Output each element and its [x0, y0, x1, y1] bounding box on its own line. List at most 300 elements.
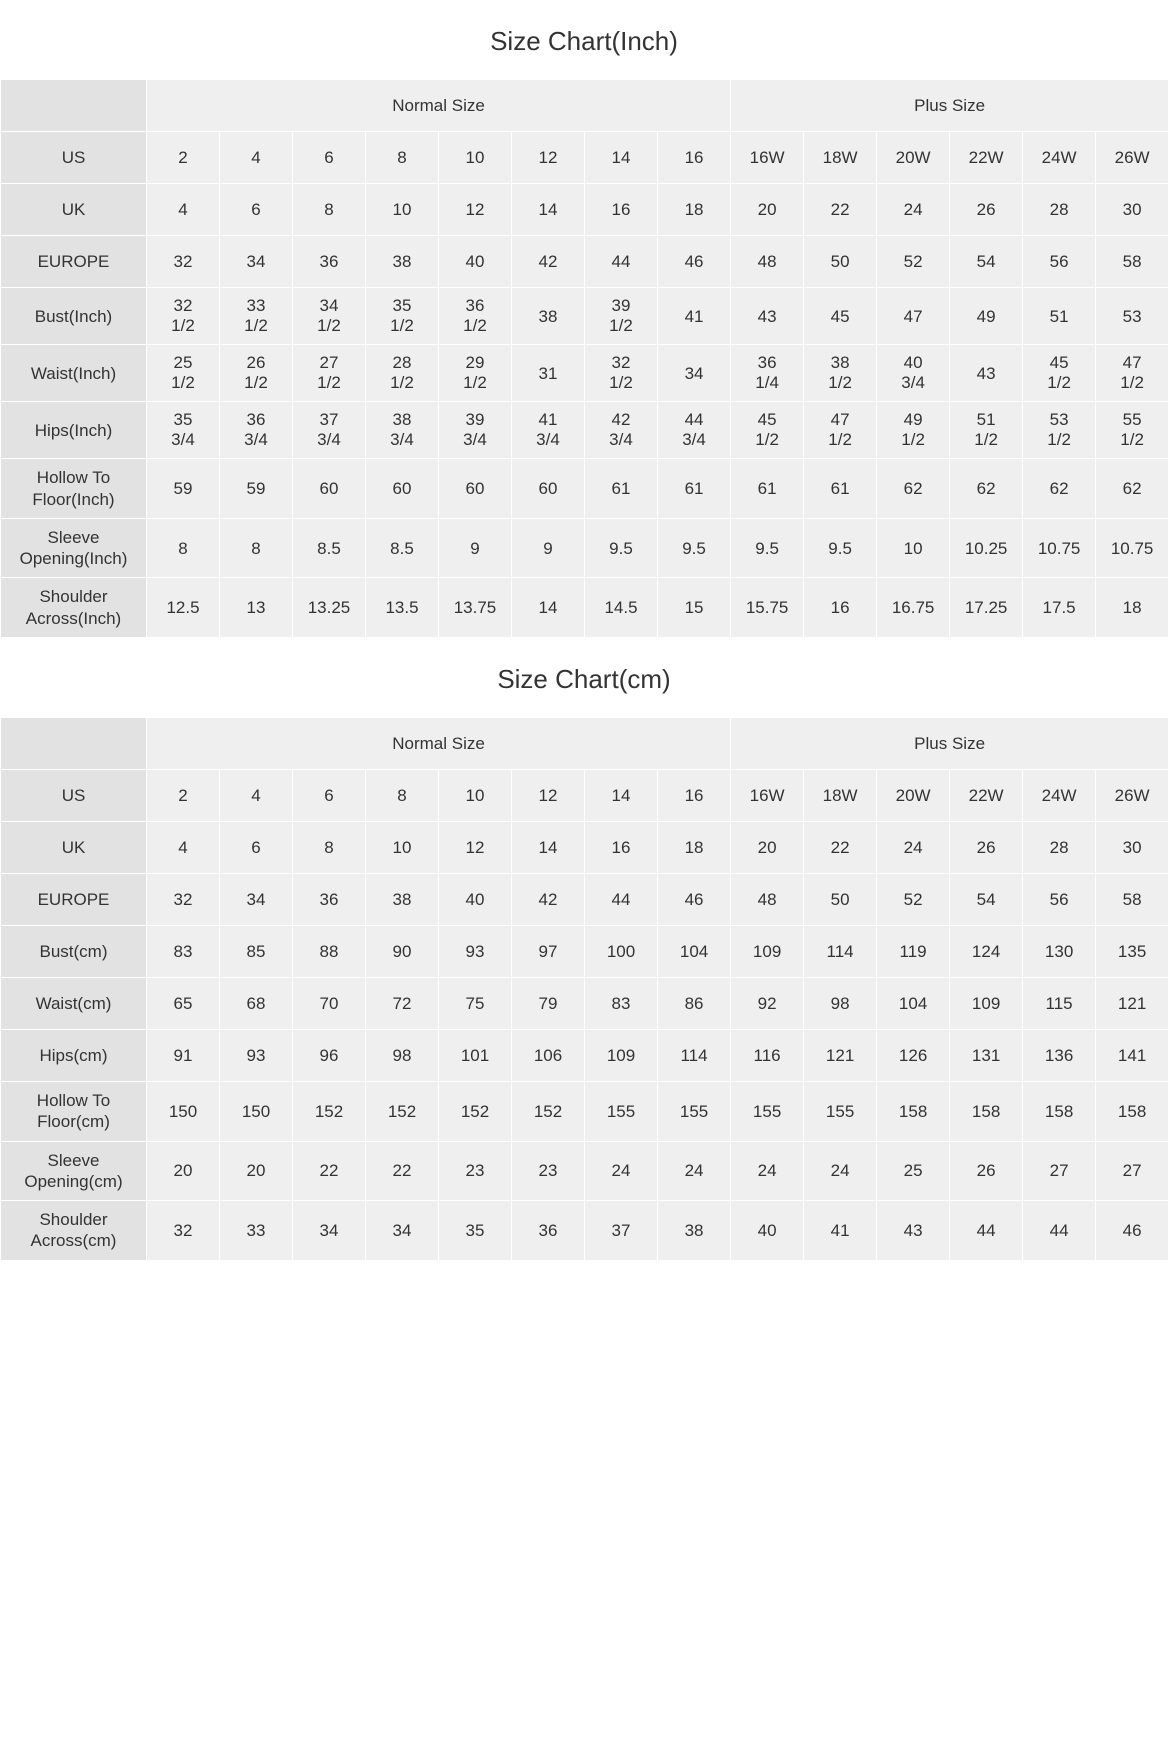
row-header-sleeve-opening-inch: Sleeve Opening(Inch): [1, 518, 147, 578]
table-cell: 33: [220, 1201, 293, 1261]
table-cell: 18W: [804, 132, 877, 184]
table-cell: 155: [804, 1082, 877, 1142]
table-cell: 30: [1096, 822, 1168, 874]
table-cell: 42: [512, 236, 585, 288]
table-cell: 12: [512, 770, 585, 822]
size-table-cm-body: [1, 718, 1168, 770]
table-cell: 26: [950, 1141, 1023, 1201]
table-cell: 12: [439, 184, 512, 236]
table-cell: 20: [220, 1141, 293, 1201]
table-cell: 36 1/2: [439, 288, 512, 345]
table-cell: 62: [950, 459, 1023, 519]
table-cell: 62: [1096, 459, 1168, 519]
table-cell: 32 1/2: [147, 288, 220, 345]
table-cell: 18W: [804, 770, 877, 822]
table-cell: 43: [950, 345, 1023, 402]
table-cell: 85: [220, 926, 293, 978]
table-cell: 9.5: [804, 518, 877, 578]
table-cell: 6: [220, 184, 293, 236]
row-header-hollow-to-floor-cm: Hollow To Floor(cm): [1, 1082, 147, 1142]
table-cell: 10.25: [950, 518, 1023, 578]
table-cell: 54: [950, 236, 1023, 288]
table-cell: 4: [147, 184, 220, 236]
table-cell: 104: [877, 978, 950, 1030]
table-cell: 38 3/4: [366, 402, 439, 459]
table-cell: 34: [220, 874, 293, 926]
table-cell: 96: [293, 1030, 366, 1082]
table-cell: 8.5: [293, 518, 366, 578]
table-cell: 18: [1096, 578, 1168, 638]
table-cell: 17.5: [1023, 578, 1096, 638]
table-cell: 40: [731, 1201, 804, 1261]
table-cell: 14.5: [585, 578, 658, 638]
table-cell: 58: [1096, 236, 1168, 288]
table-cell: 26 1/2: [220, 345, 293, 402]
table-cell: 26: [950, 822, 1023, 874]
table-row: [1, 459, 1168, 519]
table-cell: 42: [512, 874, 585, 926]
table-cell: 56: [1023, 236, 1096, 288]
table-cell: 121: [804, 1030, 877, 1082]
table-cell: 45 1/2: [1023, 345, 1096, 402]
table-cell: 22: [293, 1141, 366, 1201]
table-row-group-header: [1, 718, 1168, 770]
table-cell: 41 3/4: [512, 402, 585, 459]
table-row: [1, 345, 1168, 402]
table-cell: 27: [1023, 1141, 1096, 1201]
table-cell: 48: [731, 236, 804, 288]
table-row: [1, 578, 1168, 638]
table-cell: 15.75: [731, 578, 804, 638]
table-cell: 24W: [1023, 132, 1096, 184]
table-cell: 55 1/2: [1096, 402, 1168, 459]
table-cell: 24: [877, 184, 950, 236]
table-cell: 34 1/2: [293, 288, 366, 345]
table-cell: 61: [658, 459, 731, 519]
table-row-group-header: [1, 80, 1168, 132]
row-header-hips-cm: Hips(cm): [1, 1030, 147, 1082]
table-cell: 20W: [877, 770, 950, 822]
table-cell: 90: [366, 926, 439, 978]
table-cell: 155: [585, 1082, 658, 1142]
table-cell: 18: [658, 822, 731, 874]
table-cell: 32: [147, 236, 220, 288]
table-cell: 48: [731, 874, 804, 926]
table-cell: 24: [731, 1141, 804, 1201]
table-cell: 8: [366, 770, 439, 822]
table-cell: 49 1/2: [877, 402, 950, 459]
table-cell: 22W: [950, 132, 1023, 184]
table-cell: 36: [293, 874, 366, 926]
table-cell: 14: [585, 770, 658, 822]
table-cell: 28: [1023, 822, 1096, 874]
table-cell: 4: [147, 822, 220, 874]
table-cell: 45: [804, 288, 877, 345]
table-row: [1, 1082, 1168, 1142]
table-cell: 53: [1096, 288, 1168, 345]
table-cell: 13: [220, 578, 293, 638]
table-cell: 9.5: [585, 518, 658, 578]
table-cell: 14: [512, 822, 585, 874]
table-cell: 93: [220, 1030, 293, 1082]
table-cell: 152: [512, 1082, 585, 1142]
table-cell: 16W: [731, 132, 804, 184]
table-row: [1, 288, 1168, 345]
table-cell: 51: [1023, 288, 1096, 345]
table-cell: 68: [220, 978, 293, 1030]
table-cell: 15: [658, 578, 731, 638]
table-cell: 27: [1096, 1141, 1168, 1201]
table-cell: 60: [512, 459, 585, 519]
table-cell: 13.25: [293, 578, 366, 638]
table-cell: 36 1/4: [731, 345, 804, 402]
table-cell: 121: [1096, 978, 1168, 1030]
table-cell: 152: [366, 1082, 439, 1142]
row-header-sleeve-opening-cm: Sleeve Opening(cm): [1, 1141, 147, 1201]
table-cell: 22: [804, 184, 877, 236]
table-cell: 152: [439, 1082, 512, 1142]
table-cell: 60: [439, 459, 512, 519]
table-cell: 41: [804, 1201, 877, 1261]
table-row: [1, 770, 1168, 822]
table-cell: 114: [804, 926, 877, 978]
table-cell: 9: [439, 518, 512, 578]
table-cell: 34: [366, 1201, 439, 1261]
table-cell: 119: [877, 926, 950, 978]
size-table-inch-body: [1, 80, 1168, 132]
table-cell: 25 1/2: [147, 345, 220, 402]
table-row: [1, 978, 1168, 1030]
table-cell: 47 1/2: [804, 402, 877, 459]
table-row: [1, 402, 1168, 459]
table-cell: 83: [147, 926, 220, 978]
table-cell: 6: [293, 132, 366, 184]
table-cell: 124: [950, 926, 1023, 978]
table-cell: 44 3/4: [658, 402, 731, 459]
table-cell: 37 3/4: [293, 402, 366, 459]
table-cell: 26W: [1096, 770, 1168, 822]
table-cell: 16.75: [877, 578, 950, 638]
table-cell: 43: [731, 288, 804, 345]
table-cell: 62: [877, 459, 950, 519]
table-cell: 10: [439, 132, 512, 184]
table-cell: 83: [585, 978, 658, 1030]
table-cell: 24W: [1023, 770, 1096, 822]
table-cell: 59: [147, 459, 220, 519]
table-cell: 39 3/4: [439, 402, 512, 459]
table-cell: 23: [512, 1141, 585, 1201]
table-cell: 104: [658, 926, 731, 978]
table-cell: 32: [147, 874, 220, 926]
table-cell: 38: [366, 874, 439, 926]
table-cell: 155: [731, 1082, 804, 1142]
table-cell: 38 1/2: [804, 345, 877, 402]
table-cell: 109: [731, 926, 804, 978]
table-cell: 26W: [1096, 132, 1168, 184]
table-cell: 34: [293, 1201, 366, 1261]
group-header-plus-size: Plus Size: [731, 80, 1168, 132]
table-row: [1, 1030, 1168, 1082]
table-cell: 158: [1023, 1082, 1096, 1142]
table-cell: 86: [658, 978, 731, 1030]
table-cell: 40: [439, 236, 512, 288]
row-header-us: US: [1, 770, 147, 822]
table-cell: 31: [512, 345, 585, 402]
table-row: [1, 1141, 1168, 1201]
table-cell: 46: [658, 874, 731, 926]
table-cell: 130: [1023, 926, 1096, 978]
table-cell: 60: [366, 459, 439, 519]
table-cell: 8.5: [366, 518, 439, 578]
table-cell: 23: [439, 1141, 512, 1201]
table-row: [1, 184, 1168, 236]
table-row: [1, 518, 1168, 578]
table-cell: 16: [585, 822, 658, 874]
table-cell: 35 3/4: [147, 402, 220, 459]
table-cell: 53 1/2: [1023, 402, 1096, 459]
table-cell: 29 1/2: [439, 345, 512, 402]
table-cell: 12.5: [147, 578, 220, 638]
table-cell: 158: [1096, 1082, 1168, 1142]
table-cell: 13.75: [439, 578, 512, 638]
size-table-cm: [0, 717, 1168, 1261]
table-cell: 98: [366, 1030, 439, 1082]
table-cell: 24: [658, 1141, 731, 1201]
group-header-normal-size: Normal Size: [147, 718, 731, 770]
table-cell: 79: [512, 978, 585, 1030]
table-cell: 22W: [950, 770, 1023, 822]
table-cell: 20: [731, 822, 804, 874]
table-cell: 39 1/2: [585, 288, 658, 345]
table-cell: 8: [293, 822, 366, 874]
table-row: [1, 132, 1168, 184]
row-header-shoulder-across-inch: Shoulder Across(Inch): [1, 578, 147, 638]
table-row: [1, 822, 1168, 874]
size-chart-inch-section: [0, 0, 1168, 638]
table-cell: 65: [147, 978, 220, 1030]
table-cell: 13.5: [366, 578, 439, 638]
table-cell: 32: [147, 1201, 220, 1261]
table-cell: 14: [512, 578, 585, 638]
table-cell: 62: [1023, 459, 1096, 519]
size-table-inch: [0, 79, 1168, 638]
table-cell: 52: [877, 874, 950, 926]
table-cell: 14: [512, 184, 585, 236]
table-cell: 6: [220, 822, 293, 874]
table-cell: 46: [658, 236, 731, 288]
table-cell: 106: [512, 1030, 585, 1082]
table-cell: 56: [1023, 874, 1096, 926]
table-cell: 27 1/2: [293, 345, 366, 402]
table-cell: 150: [147, 1082, 220, 1142]
table-cell: 61: [804, 459, 877, 519]
group-header-normal-size: Normal Size: [147, 80, 731, 132]
table-cell: 20: [731, 184, 804, 236]
size-table-cm-rows: [1, 770, 1168, 1261]
row-header-hips-inch: Hips(Inch): [1, 402, 147, 459]
page-title-inch: Size Chart(Inch): [490, 26, 678, 56]
table-cell: 49: [950, 288, 1023, 345]
table-cell: 16W: [731, 770, 804, 822]
table-cell: 18: [658, 184, 731, 236]
table-cell: 43: [877, 1201, 950, 1261]
table-cell: 50: [804, 874, 877, 926]
table-cell: 34: [220, 236, 293, 288]
table-cell: 20: [147, 1141, 220, 1201]
table-row: [1, 1201, 1168, 1261]
table-corner-cell: [1, 718, 147, 770]
table-cell: 40 3/4: [877, 345, 950, 402]
table-cell: 22: [804, 822, 877, 874]
table-cell: 32 1/2: [585, 345, 658, 402]
table-cell: 17.25: [950, 578, 1023, 638]
table-cell: 6: [293, 770, 366, 822]
table-cell: 42 3/4: [585, 402, 658, 459]
table-cell: 33 1/2: [220, 288, 293, 345]
table-cell: 52: [877, 236, 950, 288]
table-cell: 50: [804, 236, 877, 288]
table-cell: 16: [585, 184, 658, 236]
table-cell: 100: [585, 926, 658, 978]
table-cell: 40: [439, 874, 512, 926]
table-cell: 10.75: [1096, 518, 1168, 578]
table-row: [1, 926, 1168, 978]
table-cell: 44: [950, 1201, 1023, 1261]
table-cell: 54: [950, 874, 1023, 926]
table-cell: 150: [220, 1082, 293, 1142]
row-header-waist-inch: Waist(Inch): [1, 345, 147, 402]
table-cell: 8: [293, 184, 366, 236]
table-cell: 97: [512, 926, 585, 978]
table-cell: 10: [877, 518, 950, 578]
table-cell: 131: [950, 1030, 1023, 1082]
table-row: [1, 236, 1168, 288]
row-header-waist-cm: Waist(cm): [1, 978, 147, 1030]
row-header-hollow-to-floor-inch: Hollow To Floor(Inch): [1, 459, 147, 519]
table-cell: 58: [1096, 874, 1168, 926]
table-cell: 114: [658, 1030, 731, 1082]
table-cell: 109: [950, 978, 1023, 1030]
table-cell: 152: [293, 1082, 366, 1142]
table-cell: 116: [731, 1030, 804, 1082]
table-cell: 16: [658, 770, 731, 822]
table-cell: 109: [585, 1030, 658, 1082]
table-cell: 92: [731, 978, 804, 1030]
table-cell: 158: [877, 1082, 950, 1142]
table-corner-cell: [1, 80, 147, 132]
row-header-uk: UK: [1, 184, 147, 236]
table-cell: 88: [293, 926, 366, 978]
table-cell: 46: [1096, 1201, 1168, 1261]
table-cell: 41: [658, 288, 731, 345]
table-cell: 136: [1023, 1030, 1096, 1082]
table-cell: 51 1/2: [950, 402, 1023, 459]
table-cell: 70: [293, 978, 366, 1030]
size-chart-cm-section: [0, 638, 1168, 1261]
table-cell: 47 1/2: [1096, 345, 1168, 402]
table-cell: 155: [658, 1082, 731, 1142]
table-cell: 93: [439, 926, 512, 978]
table-cell: 44: [585, 874, 658, 926]
table-cell: 37: [585, 1201, 658, 1261]
table-cell: 4: [220, 770, 293, 822]
table-cell: 16: [804, 578, 877, 638]
table-cell: 141: [1096, 1030, 1168, 1082]
table-cell: 10.75: [1023, 518, 1096, 578]
table-cell: 59: [220, 459, 293, 519]
table-row: [1, 874, 1168, 926]
page-title-cm: Size Chart(cm): [497, 663, 671, 694]
row-header-bust-inch: Bust(Inch): [1, 288, 147, 345]
table-cell: 28 1/2: [366, 345, 439, 402]
size-table-inch-rows: [1, 132, 1168, 638]
table-cell: 38: [512, 288, 585, 345]
table-cell: 14: [585, 132, 658, 184]
table-cell: 24: [877, 822, 950, 874]
table-cell: 10: [366, 184, 439, 236]
table-cell: 72: [366, 978, 439, 1030]
table-cell: 61: [731, 459, 804, 519]
group-header-plus-size: Plus Size: [731, 718, 1168, 770]
row-header-europe: EUROPE: [1, 874, 147, 926]
table-cell: 44: [585, 236, 658, 288]
table-cell: 98: [804, 978, 877, 1030]
table-cell: 28: [1023, 184, 1096, 236]
table-cell: 9: [512, 518, 585, 578]
table-cell: 101: [439, 1030, 512, 1082]
table-cell: 61: [585, 459, 658, 519]
table-cell: 24: [585, 1141, 658, 1201]
table-cell: 36 3/4: [220, 402, 293, 459]
table-cell: 115: [1023, 978, 1096, 1030]
table-cell: 158: [950, 1082, 1023, 1142]
table-cell: 24: [804, 1141, 877, 1201]
table-cell: 16: [658, 132, 731, 184]
table-cell: 30: [1096, 184, 1168, 236]
table-cell: 35 1/2: [366, 288, 439, 345]
table-cell: 8: [366, 132, 439, 184]
row-header-us: US: [1, 132, 147, 184]
table-cell: 126: [877, 1030, 950, 1082]
table-cell: 9.5: [658, 518, 731, 578]
table-cell: 2: [147, 132, 220, 184]
row-header-bust-cm: Bust(cm): [1, 926, 147, 978]
table-cell: 25: [877, 1141, 950, 1201]
table-cell: 10: [439, 770, 512, 822]
table-cell: 36: [512, 1201, 585, 1261]
row-header-shoulder-across-cm: Shoulder Across(cm): [1, 1201, 147, 1261]
table-cell: 10: [366, 822, 439, 874]
table-cell: 91: [147, 1030, 220, 1082]
table-cell: 38: [658, 1201, 731, 1261]
table-cell: 47: [877, 288, 950, 345]
table-cell: 60: [293, 459, 366, 519]
row-header-europe: EUROPE: [1, 236, 147, 288]
table-cell: 9.5: [731, 518, 804, 578]
table-cell: 20W: [877, 132, 950, 184]
table-cell: 8: [147, 518, 220, 578]
table-cell: 75: [439, 978, 512, 1030]
table-cell: 26: [950, 184, 1023, 236]
table-cell: 38: [366, 236, 439, 288]
row-header-uk: UK: [1, 822, 147, 874]
table-cell: 35: [439, 1201, 512, 1261]
table-cell: 8: [220, 518, 293, 578]
table-cell: 135: [1096, 926, 1168, 978]
table-cell: 34: [658, 345, 731, 402]
table-cell: 22: [366, 1141, 439, 1201]
table-cell: 12: [512, 132, 585, 184]
